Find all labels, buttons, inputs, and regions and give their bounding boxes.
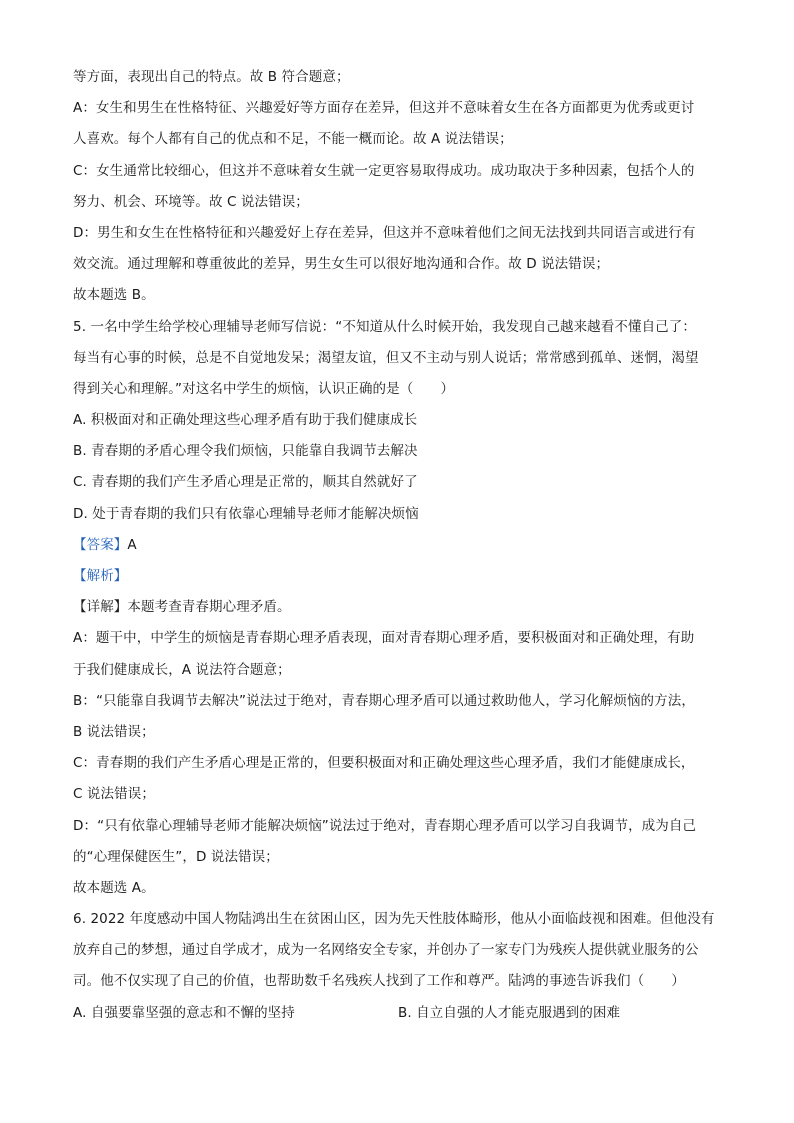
answer-value: A [127, 536, 137, 553]
document-page [73, 62, 725, 1029]
explanation-line: 于我们健康成长，A 说法符合题意； [73, 661, 291, 678]
option-b: B. 自立自强的人才能克服遇到的困难 [398, 1004, 621, 1021]
detail-tag: 【详解】 [73, 599, 128, 616]
answer-line [73, 530, 725, 561]
detail-text: 本题考查青春期心理矛盾。 [127, 599, 291, 616]
text-line: D：男生和女生在性格特征和兴趣爱好上存在差异，但这并不意味着他们之间无法找到共同语言或进行有 [73, 224, 696, 241]
text-line: A：女生和男生在性格特征、兴趣爱好等方面存在差异，但这并不意味着女生在各方面都更为优秀或更讨 [73, 100, 695, 117]
option-d: D. 处于青春期的我们只有依靠心理辅导老师才能解决烦恼 [73, 505, 419, 522]
text-line: 等方面，表现出自己的特点。故 B 符合题意； [73, 69, 350, 85]
explanation-line: A：题干中，中学生的烦恼是青春期心理矛盾表现，面对青春期心理矛盾，要积极面对和正确处理，有助 [73, 630, 695, 647]
question-stem-line: 得到关心和理解。”对这名中学生的烦恼，认识正确的是（ ） [73, 380, 455, 397]
option-b: B. 青春期的矛盾心理令我们烦恼，只能靠自我调节去解决 [73, 443, 418, 460]
explanation-line: B：“只能靠自我调节去解决”说法过于绝对，青春期心理矛盾可以通过救助他人，学习化解烦恼的方法， [73, 692, 695, 709]
option-a: A. 自强要靠坚强的意志和不懈的坚持 [73, 1004, 295, 1021]
question-6 [73, 904, 725, 1029]
explanation-line: C：青春期的我们产生矛盾心理是正常的，但要积极面对和正确处理这些心理矛盾，我们才能健康成长， [73, 755, 695, 772]
text-line: 故本题选 B。 [73, 287, 155, 304]
option-a: A. 积极面对和正确处理这些心理矛盾有助于我们健康成长 [73, 412, 418, 429]
question-stem-line: 每当有心事的时候，总是不自觉地发呆；渴望友谊，但又不主动与别人说话；常常感到孤单、迷惘，渴望 [73, 349, 699, 366]
analysis-tag: 【解析】 [73, 568, 128, 584]
analysis-line [73, 561, 725, 592]
question-stem-line: 5. 一名中学生给学校心理辅导老师写信说：“不知道从什么时候开始，我发现自己越来越看不懂自己了： [73, 318, 696, 335]
options-row [73, 998, 725, 1029]
question-stem-line: 6. 2022 年度感动中国人物陆鸿出生在贫困山区，因为先天性肢体畸形，他从小面临歧视和困难。但他没有 [73, 911, 715, 928]
answer-tag: 【答案】 [73, 536, 128, 553]
question-stem-line: 放弃自己的梦想，通过自学成才，成为一名网络安全专家，并创办了一家专门为残疾人提供就业服务的公 [73, 942, 699, 959]
explanation-line: 的“心理保健医生”，D 说法错误； [73, 848, 279, 865]
previous-question-explanation [73, 62, 725, 312]
text-line: 努力、机会、环境等。故 C 说法错误； [73, 193, 309, 210]
explanation-line: C 说法错误； [73, 786, 155, 803]
question-5 [73, 312, 725, 905]
detail-line [73, 592, 725, 623]
option-c: C. 青春期的我们产生矛盾心理是正常的，顺其自然就好了 [73, 474, 418, 491]
question-stem-line: 司。他不仅实现了自己的价值，也帮助数千名残疾人找到了工作和尊严。陆鸿的事迹告诉我们（ ） [73, 973, 685, 990]
explanation-line: B 说法错误； [73, 723, 155, 740]
text-line: 效交流。通过理解和尊重彼此的差异，男生女生可以很好地沟通和合作。故 D 说法错误； [73, 256, 610, 273]
explanation-line: D：“只有依靠心理辅导老师才能解决烦恼”说法过于绝对，青春期心理矛盾可以学习自我调节，成为自己 [73, 817, 697, 834]
explanation-line: 故本题选 A。 [73, 879, 155, 896]
text-line: C：女生通常比较细心，但这并不意味着女生就一定更容易取得成功。成功取决于多种因素，包括个人的 [73, 162, 695, 179]
text-line: 人喜欢。每个人都有自己的优点和不足，不能一概而论。故 A 说法错误； [73, 131, 513, 148]
